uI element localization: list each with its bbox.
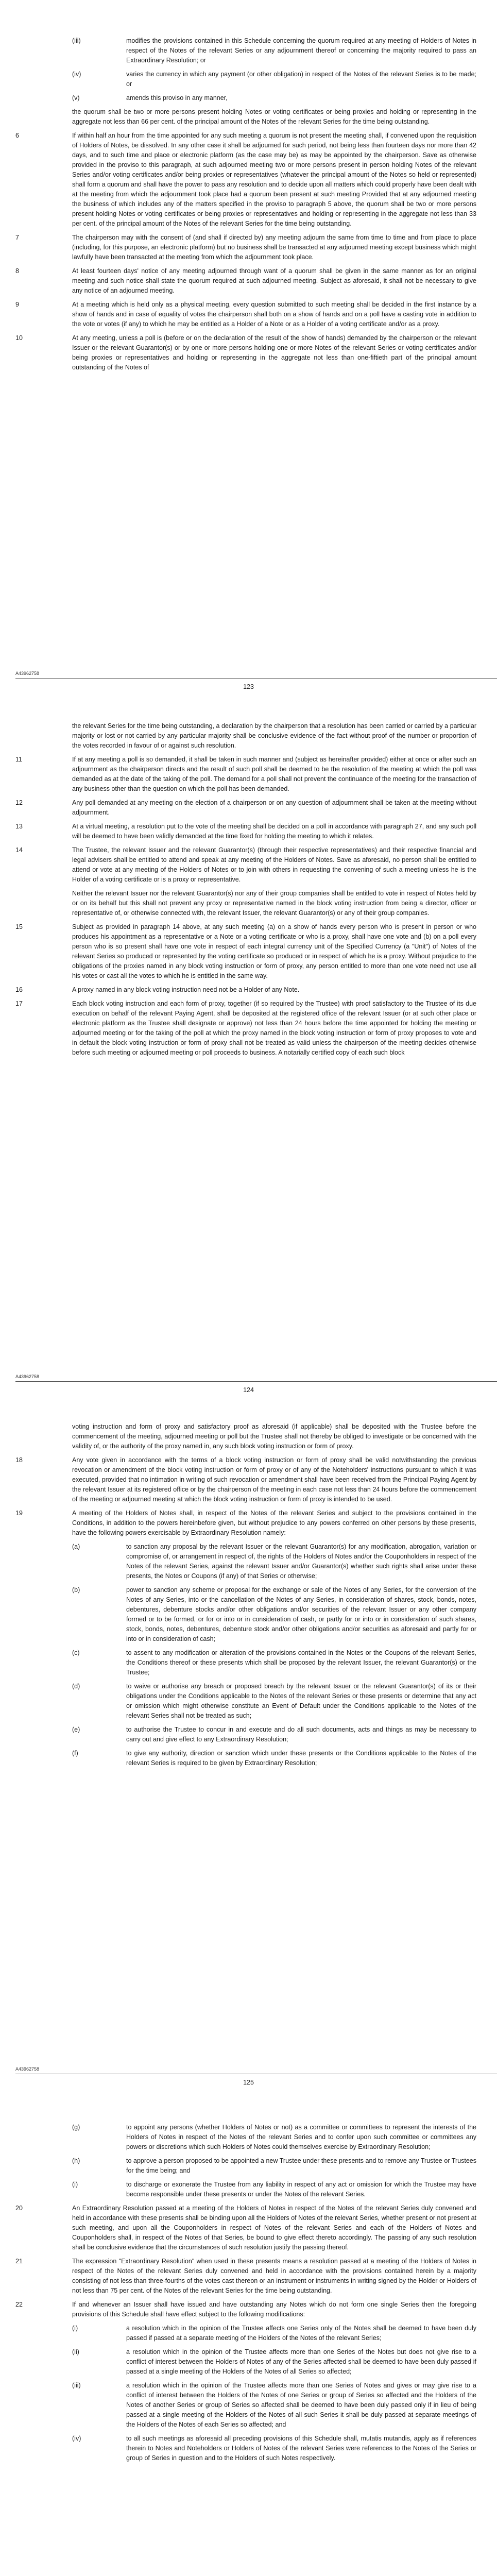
sub-clause <box>0 70 497 89</box>
sub-clause-label: (iii) <box>72 2382 81 2389</box>
sub-clause <box>0 2324 497 2343</box>
sub-clause-text: to authorise the Trustee to concur in and execute and do all such documents, acts and things as may be necessary to carry out and give effect to any Extraordinary Resolution; <box>126 1726 476 1743</box>
paragraph-text: Neither the relevant Issuer nor the relevant Guarantor(s) nor any of their group companies shall be entitled to vote in respect of Notes held by or on its behalf but this shall not prevent any proxy or representative named in the block voting instruction from being a director, officer or representative of, or otherwise connected with, the relevant Issuer, the relevant Guarantor(s) or any of their group companies. <box>72 890 476 917</box>
sub-clause <box>0 2347 497 2377</box>
paragraph-text: Each block voting instruction and each form of proxy, together (if so required by the Trustee) with proof satisfactory to the Trustee of its due execution on behalf of the relevant Paying Agent, shall be deposited at the registered office of the relevant Issuer (or at such other place or electronic platform as the Trustee shall designate or approve) not less than 24 hours before the time appointed for holding the meeting or adjourned meeting or for the taking of the poll at which the proxy named in the block voting instruction or form of proxy proposes to vote and in default the block voting instruction or form of proxy shall not be treated as valid unless the chairperson of the meeting decides otherwise before such meeting or adjourned meeting or poll proceeds to business. A notarially certified copy of each such block <box>72 1000 476 1056</box>
paragraph-text: At least fourteen days' notice of any meeting adjourned through want of a quorum shall be given in the same manner as for an original meeting and such notice shall state the quorum required at such adjourned meeting. Subject as aforesaid, it shall not be necessary to give any notice of an adjourned meeting. <box>72 267 476 294</box>
paragraph-number: 13 <box>15 823 23 830</box>
sub-clause-text: amends this proviso in any manner, <box>126 94 228 101</box>
sub-clause <box>0 2156 497 2176</box>
paragraph <box>0 985 497 995</box>
sub-clause <box>0 1725 497 1744</box>
paragraph <box>0 300 497 329</box>
paragraph-text: An Extraordinary Resolution passed at a meeting of the Holders of Notes in respect of the Notes of the relevant Series duly convened and held in accordance with these presents shall be binding upon all the Holders of Notes of the relevant Series, whether present or not present at such meeting, and upon all the Couponholders in respect of Notes of the relevant Series and each of the Holders of Notes and Couponholders shall, in respect of the Notes of that Series, be bound to give effect thereto accordingly. The passing of any such resolution shall be conclusive evidence that the circumstances of such resolution justify the passing thereof. <box>72 2205 476 2251</box>
paragraph-text: A meeting of the Holders of Notes shall, in respect of the Notes of the relevant Series and subject to the provisions contained in the Conditions, in addition to the powers hereinbefore given, but without prejudice to any powers conferred on other persons by these presents, have the following powers exercisable by Extraordinary Resolution namely: <box>72 1510 476 1536</box>
sub-clause-text: to give any authority, direction or sanction which under these presents or the Conditions applicable to the Notes of the relevant Series is required to be given by Extraordinary Resolution; <box>126 1750 476 1767</box>
paragraph-number: 6 <box>15 132 19 139</box>
footer-rule <box>15 1381 497 1382</box>
paragraph <box>0 2257 497 2296</box>
paragraph-text: If at any meeting a poll is so demanded, it shall be taken in such manner and (subject as hereinafter provided) either at once or after such an adjournment as the chairperson directs and the result of such poll shall be deemed to be the resolution of the meeting at which the poll was demanded as at the date of the taking of the poll. The demand for a poll shall not prevent the continuance of the meeting for the transaction of any business other than the question on which the poll has been demanded. <box>72 756 476 792</box>
paragraph-text: The Trustee, the relevant Issuer and the relevant Guarantor(s) (through their respective representatives) and their respective financial and legal advisers shall be entitled to attend and speak at any meeting of the Holders of Notes. Save as aforesaid, no person shall be entitled to attend or vote at any meeting of the Holders of Notes or to join with others in requesting the convening of such a meeting unless he is the Holder of a voting certificate or is a proxy or representative. <box>72 846 476 883</box>
sub-clause-text: a resolution which in the opinion of the Trustee affects more than one Series of Notes and gives or may give rise to a conflict of interest between the Holders of the Notes of one Series or group of Series so affected and the Holders of the Notes of another Series or group of Series so affected shall be deemed to have been duly passed only if in lieu of being passed at a single meeting of the Holders of the Notes of all such Series it shall be duly passed at separate meetings of the Holders of the Notes of each Series so affected; and <box>126 2382 476 2428</box>
sub-clause-text: to all such meetings as aforesaid all preceding provisions of this Schedule shall, mutatis mutandis, apply as if references therein to Notes and Noteholders or Holders of Notes of the relevant Series were references to the Notes of the Series or group of Series in question and to the Holders of such Notes respectively. <box>126 2435 476 2462</box>
paragraph-number: 21 <box>15 2258 23 2265</box>
page-125-body <box>0 1422 497 1768</box>
sub-clause-text: a resolution which in the opinion of the Trustee affects one Series only of the Notes shall be deemed to have been duly passed if passed at a separate meeting of the Holders of the Notes of the relevant Series; <box>126 2325 476 2342</box>
sub-clause-label: (i) <box>72 2181 78 2188</box>
sub-clause-label: (g) <box>72 2124 80 2131</box>
paragraph-text: the quorum shall be two or more persons present holding Notes or voting certificates or being proxies and holding or representing in the aggregate not less than 66 per cent. of the principal amount of the Notes of the relevant Series for the time being outstanding. <box>72 108 476 125</box>
sub-clause <box>0 1648 497 1677</box>
paragraph-number: 22 <box>15 2301 23 2308</box>
sub-clause-label: (ii) <box>72 2348 79 2355</box>
paragraph-text: Any vote given in accordance with the terms of a block voting instruction or form of proxy shall be valid notwithstanding the previous revocation or amendment of the block voting instruction or form of proxy or of any of the Noteholders' instructions pursuant to which it was executed, provided that no intimation in writing of such revocation or amendment shall have been received from the Principal Paying Agent by the relevant Issuer at its registered office or by the chairperson of the meeting in each case not less than 24 hours before the commencement of the meeting or adjourned meeting at which the block voting instruction or form of proxy is intended to be used. <box>72 1456 476 1503</box>
sub-clause-label: (f) <box>72 1750 78 1757</box>
paragraph-number: 11 <box>15 756 22 763</box>
page-124-body <box>0 721 497 1058</box>
paragraph <box>0 922 497 981</box>
paragraph-text: The expression "Extraordinary Resolution" when used in these presents means a resolution passed at a meeting of the Holders of Notes in respect of the Notes of the relevant Series duly convened and held in accordance with the provisions contained herein by a majority consisting of not less than three-fourths of the votes cast thereon or an instrument or instruments in writing signed by the Holder or Holders of not less than 75 per cent. of the Notes of the relevant Series for the time being outstanding. <box>72 2258 476 2294</box>
paragraph-number: 16 <box>15 986 23 993</box>
sub-clause <box>0 2123 497 2152</box>
sub-clause <box>0 1682 497 1721</box>
document-reference: A43962758 <box>15 1374 40 1379</box>
paragraph <box>0 798 497 818</box>
sub-clause <box>0 2381 497 2430</box>
sub-clause-label: (e) <box>72 1726 80 1733</box>
paragraph <box>0 2300 497 2319</box>
paragraph-number: 9 <box>15 301 19 308</box>
paragraph-number: 15 <box>15 923 23 930</box>
paragraph-number: 20 <box>15 2205 23 2212</box>
sub-clause-label: (i) <box>72 2325 78 2332</box>
page-126-body <box>0 2123 497 2463</box>
sub-clause <box>0 36 497 65</box>
page-123-body <box>0 36 497 372</box>
sub-clause-label: (v) <box>72 94 80 101</box>
sub-clause-text: to discharge or exonerate the Trustee from any liability in respect of any act or omission for which the Trustee may have become responsible under these presents or under the Notes of the relevant Series. <box>126 2181 476 2198</box>
paragraph <box>0 999 497 1058</box>
sub-clause-label: (h) <box>72 2157 80 2164</box>
sub-clause-text: modifies the provisions contained in this Schedule concerning the quorum required at any meeting of Holders of Notes in respect of the Notes of the relevant Series or any adjournment thereof or concerning the majority required to pass an Extraordinary Resolution; or <box>126 37 476 64</box>
sub-clause <box>0 1542 497 1581</box>
paragraph-text: Any poll demanded at any meeting on the election of a chairperson or on any question of adjournment shall be taken at the meeting without adjournment. <box>72 799 476 816</box>
sub-clause-text: to sanction any proposal by the relevant Issuer or the relevant Guarantor(s) for any modification, abrogation, variation or compromise of, or arrangement in respect of, the rights of the Holders of Notes and/or the Couponholders in respect of the Notes of the relevant Series, against the relevant Issuer and/or Guarantor(s) whether such rights shall arise under these presents, the Notes or Coupons (if any) of that Series or otherwise; <box>126 1543 476 1580</box>
paragraph <box>0 721 497 751</box>
sub-clause-label: (iv) <box>72 2435 81 2442</box>
paragraph-text: the relevant Series for the time being outstanding, a declaration by the chairperson that a resolution has been carried or carried by a particular majority or lost or not carried by any particular majority shall be conclusive evidence of the fact without proof of the number or proportion of the votes recorded in favour of or against such resolution. <box>72 722 476 749</box>
sub-clause-label: (b) <box>72 1586 80 1594</box>
paragraph <box>0 2204 497 2252</box>
sub-clause <box>0 2434 497 2463</box>
paragraph-text: At any meeting, unless a poll is (before or on the declaration of the result of the show of hands) demanded by the chairperson or the relevant Issuer or the relevant Guarantor(s) or by one or more persons holding one or more Notes of the relevant Series or voting certificates and/or being proxies or representatives and holding or representing in the aggregate not less than one-fiftieth part of the principal amount outstanding of the Notes of <box>72 334 476 371</box>
paragraph-text: A proxy named in any block voting instruction need not be a Holder of any Note. <box>72 986 300 993</box>
paragraph-text: At a meeting which is held only as a physical meeting, every question submitted to such meeting shall be decided in the first instance by a show of hands and in case of equality of votes the chairperson shall both on a show of hands and on a poll have a casting vote in addition to the vote or votes (if any) to which he may be entitled as a Holder of a Note or as a Holder of a voting certificate and/or as a proxy. <box>72 301 476 328</box>
sub-clause <box>0 1749 497 1768</box>
paragraph-number: 19 <box>15 1510 23 1517</box>
paragraph <box>0 755 497 794</box>
paragraph <box>0 1509 497 1538</box>
page-number: 123 <box>243 683 254 690</box>
sub-clause-text: varies the currency in which any payment (or other obligation) in respect of the Notes of the relevant Series is to be made; or <box>126 71 476 88</box>
sub-clause-text: power to sanction any scheme or proposal for the exchange or sale of the Notes of any Series, for the conversion of the Notes of any Series, into or the cancellation of the Notes of any Series, in consideration of shares, stock, bonds, notes, debentures, debenture stocks and/or other obligations and/or securities of the relevant Issuer or any other company formed or to be formed, or for or into or in consideration of cash, or partly for or into or in consideration of such shares, stock, bonds, notes, debentures, debenture stock and/or other obligations and/or securities as aforesaid and partly for or into or in consideration of cash; <box>126 1586 476 1642</box>
paragraph-number: 10 <box>15 334 23 342</box>
paragraph-number: 12 <box>15 799 23 806</box>
sub-clause-label: (iii) <box>72 37 81 44</box>
footer-rule <box>15 678 497 679</box>
paragraph-number: 7 <box>15 234 19 241</box>
sub-clause <box>0 93 497 103</box>
paragraph <box>0 889 497 918</box>
paragraph-text: voting instruction and form of proxy and satisfactory proof as aforesaid (if applicable) shall be deposited with the Trustee before the commencement of the meeting, adjourned meeting or poll but the Trustee shall not thereby be obliged to investigate or be concerned with the validity of, or the authority of the proxy named in, any such block voting instruction or form of proxy. <box>72 1423 476 1450</box>
paragraph-number: 18 <box>15 1456 23 1464</box>
sub-clause-text: to assent to any modification or alteration of the provisions contained in the Notes or the Coupons of the relevant Series, the Conditions thereof or these presents which shall be proposed by the relevant Issuer, the relevant Guarantor(s) or the Trustee; <box>126 1649 476 1676</box>
paragraph-number: 17 <box>15 1000 23 1007</box>
paragraph-text: If within half an hour from the time appointed for any such meeting a quorum is not present the meeting shall, if convened upon the requisition of Holders of Notes, be dissolved. In any other case it shall be adjourned for such period, not being less than fourteen days nor more than 42 days, and to such time and place or electronic platform (as the case may be) as may be appointed by the chairperson. Save as otherwise provided in the proviso to this paragraph, at such adjourned meeting two or more persons present in person holding Notes of the relevant Series and/or voting certificates and/or being proxies or representatives (whatever the principal amount of the Notes so held or represented) shall form a quorum and shall have the power to pass any resolution and to decide upon all matters which could properly have been dealt with at the meeting from which the adjournment took place had a quorum been present at such meeting Provided that at any adjourned meeting the business of which includes any of the matters specified in the proviso to paragraph 5 above, the quorum shall be two or more persons present holding Notes or voting certificates or being proxies or representatives and holding or representing in the aggregate not less than 33 per cent. of the principal amount of the Notes of the relevant Series for the time being outstanding. <box>72 132 476 227</box>
paragraph-number: 8 <box>15 267 19 275</box>
sub-clause-label: (iv) <box>72 71 81 78</box>
document-reference: A43962758 <box>15 2066 40 2072</box>
paragraph-text: The chairperson may with the consent of (and shall if directed by) any meeting adjourn the same from time to time and from place to place (including, for this purpose, an electronic platform) but no business shall be transacted at any adjourned meeting except business which might lawfully have been transacted at the meeting from which the adjournment took place. <box>72 234 476 261</box>
document-reference: A43962758 <box>15 671 40 676</box>
page-number: 125 <box>243 2079 254 2086</box>
paragraph-text: Subject as provided in paragraph 14 above, at any such meeting (a) on a show of hands every person who is present in person or who produces his appointment as a representative or a Note or a voting certificate or who is a proxy, shall have one vote and (b) on a poll every person who is so present shall have one vote in respect of each integral currency unit of the Specified Currency (a "Unit") of Notes of the relevant Series so produced or represented by the voting certificate so produced or in respect of which he is a proxy. Without prejudice to the obligations of the proxies named in any block voting instruction or form of proxy, any person entitled to more than one vote need not use all his votes or cast all the votes to which he is entitled in the same way. <box>72 923 476 979</box>
page-number: 124 <box>243 1386 254 1394</box>
sub-clause-label: (c) <box>72 1649 80 1656</box>
paragraph-text: If and whenever an Issuer shall have issued and have outstanding any Notes which do not form one single Series then the foregoing provisions of this Schedule shall have effect subject to the following modifications: <box>72 2301 476 2318</box>
sub-clause-label: (a) <box>72 1543 80 1550</box>
paragraph <box>0 845 497 885</box>
sub-clause <box>0 1585 497 1644</box>
sub-clause-text: to waive or authorise any breach or proposed breach by the relevant Issuer or the relevant Guarantor(s) of its or their obligations under the Conditions applicable to the Notes of the relevant Series or these presents or determine that any act or omission which might otherwise constitute an Event of Default under the Conditions applicable to the Notes of the relevant Series shall not be treated as such; <box>126 1683 476 1719</box>
sub-clause-label: (d) <box>72 1683 80 1690</box>
paragraph <box>0 266 497 296</box>
sub-clause-text: a resolution which in the opinion of the Trustee affects more than one Series of the Notes but does not give rise to a conflict of interest between the Holders of Notes of any of the Series affected shall be deemed to have been duly passed if passed at a single meeting of the Holders of the Notes of all Series so affected; <box>126 2348 476 2375</box>
paragraph <box>0 822 497 841</box>
paragraph <box>0 233 497 262</box>
paragraph <box>0 131 497 229</box>
paragraph-number: 14 <box>15 846 23 854</box>
paragraph <box>0 333 497 372</box>
paragraph <box>0 1455 497 1504</box>
paragraph-text: At a virtual meeting, a resolution put to the vote of the meeting shall be decided on a poll in accordance with paragraph 27, and any such poll will be deemed to have been validly demanded at the time fixed for holding the meeting to which it relates. <box>72 823 476 840</box>
paragraph <box>0 1422 497 1451</box>
sub-clause-text: to appoint any persons (whether Holders of Notes or not) as a committee or committees to represent the interests of the Holders of Notes in respect of the Notes of the relevant Series and to confer upon such committee or committees any powers or discretions which such Holders of Notes could themselves exercise by Extraordinary Resolution; <box>126 2124 476 2150</box>
sub-clause <box>0 2180 497 2199</box>
sub-clause-text: to approve a person proposed to be appointed a new Trustee under these presents and to remove any Trustee or Trustees for the time being; and <box>126 2157 476 2174</box>
paragraph <box>0 107 497 127</box>
